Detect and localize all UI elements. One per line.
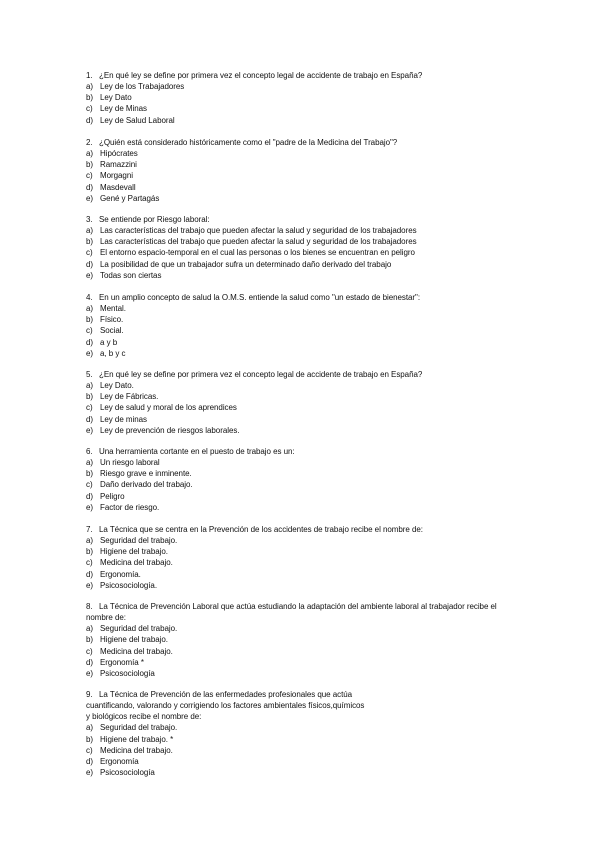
option-letter: a) [86, 149, 94, 159]
option-letter: d) [86, 182, 94, 192]
option-text: Un riesgo laboral [100, 458, 160, 468]
option-text: Masdevall [100, 182, 136, 192]
option-letter: c) [86, 248, 93, 258]
option-e [86, 425, 526, 436]
option-text: El entorno espacio-temporal en el cual las personas o los bienes se encuentran en peligro [100, 248, 415, 258]
option-letter: d) [86, 414, 94, 424]
question-1 [86, 70, 526, 126]
question-number: 7. [86, 525, 93, 534]
option-text: Higiene del trabajo. * [100, 734, 174, 744]
option-text: a, b y c [100, 348, 126, 358]
option-text: Psicosociología [100, 768, 155, 778]
question-text: En un amplio concepto de salud la O.M.S. entiende la salud como "un estado de bienestar": [99, 293, 420, 302]
option-text: Ergonomía. [100, 569, 141, 579]
option-letter: b) [86, 392, 94, 402]
question-5 [86, 369, 526, 436]
question-number: 3. [86, 215, 93, 224]
option-text: Morgagni [100, 171, 133, 181]
option-letter: b) [86, 93, 94, 103]
option-text: Ergonomía [100, 756, 139, 766]
option-letter: c) [86, 480, 93, 490]
question-9 [86, 689, 526, 778]
option-d [86, 182, 526, 193]
question-stem [86, 689, 526, 700]
option-letter: e) [86, 768, 94, 778]
option-text: Medicina del trabajo. [100, 558, 173, 568]
option-letter: b) [86, 469, 94, 479]
option-b [86, 92, 526, 103]
question-stem [86, 524, 526, 535]
option-e [86, 270, 526, 281]
option-letter: c) [86, 646, 93, 656]
option-letter: b) [86, 635, 94, 645]
option-b [86, 468, 526, 479]
question-stem [86, 137, 526, 148]
option-a [86, 81, 526, 92]
option-e [86, 193, 526, 204]
option-letter: d) [86, 337, 94, 347]
question-stem [86, 292, 526, 303]
option-letter: a) [86, 82, 94, 92]
option-text: Las características del trabajo que pueden afectar la salud y seguridad de los trabajadores [100, 226, 417, 236]
question-number: 6. [86, 447, 93, 456]
question-number: 9. [86, 690, 93, 699]
option-c [86, 325, 526, 336]
option-c [86, 170, 526, 181]
option-e [86, 348, 526, 359]
question-stem [86, 214, 526, 225]
question-number: 5. [86, 370, 93, 379]
option-letter: e) [86, 580, 94, 590]
option-letter: b) [86, 315, 94, 325]
option-d [86, 491, 526, 502]
question-number: 4. [86, 293, 93, 302]
option-text: Medicina del trabajo. [100, 646, 173, 656]
option-letter: d) [86, 491, 94, 501]
option-letter: a) [86, 304, 94, 314]
option-text: Ley de salud y moral de los aprendices [100, 403, 237, 413]
option-c [86, 479, 526, 490]
option-letter: c) [86, 745, 93, 755]
option-letter: c) [86, 104, 93, 114]
option-letter: c) [86, 558, 93, 568]
option-letter: d) [86, 259, 94, 269]
question-6 [86, 446, 526, 513]
option-d [86, 657, 526, 668]
option-b [86, 734, 526, 745]
question-8 [86, 601, 526, 679]
option-a [86, 623, 526, 634]
option-text: Ley de Minas [100, 104, 147, 114]
option-a [86, 225, 526, 236]
option-letter: e) [86, 348, 94, 358]
option-text: a y b [100, 337, 118, 347]
option-text: Seguridad del trabajo. [100, 536, 178, 546]
option-text: Higiene del trabajo. [100, 635, 168, 645]
option-d [86, 569, 526, 580]
option-a [86, 457, 526, 468]
question-text: Se entiende por Riesgo laboral: [99, 215, 210, 224]
option-b [86, 391, 526, 402]
question-stem-continued: cuantificando, valorando y corrigiendo los factores ambientales físicos,químicos [86, 701, 365, 711]
option-text: Seguridad del trabajo. [100, 723, 178, 733]
option-b [86, 159, 526, 170]
question-text: La Técnica de Prevención de las enfermedades profesionales que actúa [99, 690, 353, 699]
question-number: 1. [86, 71, 93, 80]
option-text: Todas son ciertas [100, 270, 162, 280]
option-text: Ley de Fábricas. [100, 392, 159, 402]
option-letter: a) [86, 226, 94, 236]
option-letter: d) [86, 756, 94, 766]
option-b [86, 236, 526, 247]
option-a [86, 380, 526, 391]
question-number: 8. [86, 602, 93, 611]
option-letter: d) [86, 115, 94, 125]
option-text: Daño derivado del trabajo. [100, 480, 193, 490]
option-letter: d) [86, 657, 94, 667]
option-c [86, 646, 526, 657]
question-stem [86, 369, 526, 380]
option-d [86, 115, 526, 126]
question-stem [86, 70, 526, 81]
question-stem [86, 446, 526, 457]
option-text: Social. [100, 326, 124, 336]
question-4 [86, 292, 526, 359]
option-letter: a) [86, 458, 94, 468]
option-e [86, 502, 526, 513]
question-stem-continued: nombre de: [86, 613, 126, 623]
option-letter: b) [86, 237, 94, 247]
option-c [86, 247, 526, 258]
option-text: Ley de minas [100, 414, 147, 424]
option-d [86, 259, 526, 270]
option-text: Medicina del trabajo. [100, 745, 173, 755]
question-3 [86, 214, 526, 281]
option-text: Psicosociología. [100, 580, 158, 590]
option-b [86, 546, 526, 557]
option-text: Peligro [100, 491, 125, 501]
option-text: Ley de Salud Laboral [100, 115, 175, 125]
option-text: Factor de riesgo. [100, 502, 160, 512]
option-letter: a) [86, 723, 94, 733]
question-text: ¿En qué ley se define por primera vez el concepto legal de accidente de trabajo en España? [99, 370, 423, 379]
option-letter: a) [86, 381, 94, 391]
option-letter: a) [86, 536, 94, 546]
question-text: Una herramienta cortante en el puesto de trabajo es un: [99, 447, 295, 456]
option-letter: e) [86, 193, 94, 203]
question-2 [86, 137, 526, 204]
option-c [86, 103, 526, 114]
question-text: La Técnica que se centra en la Prevención de los accidentes de trabajo recibe el nombre de: [99, 525, 423, 534]
option-e [86, 767, 526, 778]
question-text: La Técnica de Prevención Laboral que actúa estudiando la adaptación del ambiente laboral al trabajador recibe el [99, 602, 497, 611]
option-text: Ramazzini [100, 160, 137, 170]
option-letter: c) [86, 403, 93, 413]
option-letter: e) [86, 270, 94, 280]
option-letter: b) [86, 547, 94, 557]
option-text: Hipócrates [100, 149, 138, 159]
option-text: Ley de prevención de riesgos laborales. [100, 425, 240, 435]
option-e [86, 580, 526, 591]
option-letter: b) [86, 160, 94, 170]
option-letter: d) [86, 569, 94, 579]
option-text: Las características del trabajo que pueden afectar la salud y seguridad de los trabajadores [100, 237, 417, 247]
option-text: Ley Dato [100, 93, 132, 103]
option-letter: b) [86, 734, 94, 744]
option-text: Seguridad del trabajo. [100, 624, 178, 634]
question-text: ¿Quién está considerado históricamente como el "padre de la Medicina del Trabajo"? [99, 138, 398, 147]
option-letter: e) [86, 425, 94, 435]
question-stem [86, 601, 526, 612]
option-c [86, 745, 526, 756]
option-letter: e) [86, 502, 94, 512]
option-text: Gené y Partagás [100, 193, 160, 203]
option-text: Psicosociología [100, 668, 155, 678]
option-text: Higiene del trabajo. [100, 547, 168, 557]
option-b [86, 634, 526, 645]
option-text: Ergonomía * [100, 657, 144, 667]
option-text: Riesgo grave e inminente. [100, 469, 192, 479]
option-text: Mental. [100, 304, 126, 314]
option-text: Ley Dato. [100, 381, 134, 391]
option-text: Ley de los Trabajadores [100, 82, 185, 92]
option-letter: e) [86, 668, 94, 678]
option-b [86, 314, 526, 325]
option-text: La posibilidad de que un trabajador sufra un determinado daño derivado del trabajo [100, 259, 392, 269]
option-e [86, 668, 526, 679]
question-stem-continued: y biológicos recibe el nombre de: [86, 712, 202, 722]
option-letter: a) [86, 624, 94, 634]
option-a [86, 303, 526, 314]
option-a [86, 722, 526, 733]
question-text: ¿En qué ley se define por primera vez el concepto legal de accidente de trabajo en España? [99, 71, 423, 80]
option-a [86, 535, 526, 546]
question-7 [86, 524, 526, 591]
option-d [86, 337, 526, 348]
option-letter: c) [86, 326, 93, 336]
option-d [86, 756, 526, 767]
question-number: 2. [86, 138, 93, 147]
option-c [86, 402, 526, 413]
option-a [86, 148, 526, 159]
option-letter: c) [86, 171, 93, 181]
option-text: Físico. [100, 315, 124, 325]
option-c [86, 557, 526, 568]
option-d [86, 414, 526, 425]
